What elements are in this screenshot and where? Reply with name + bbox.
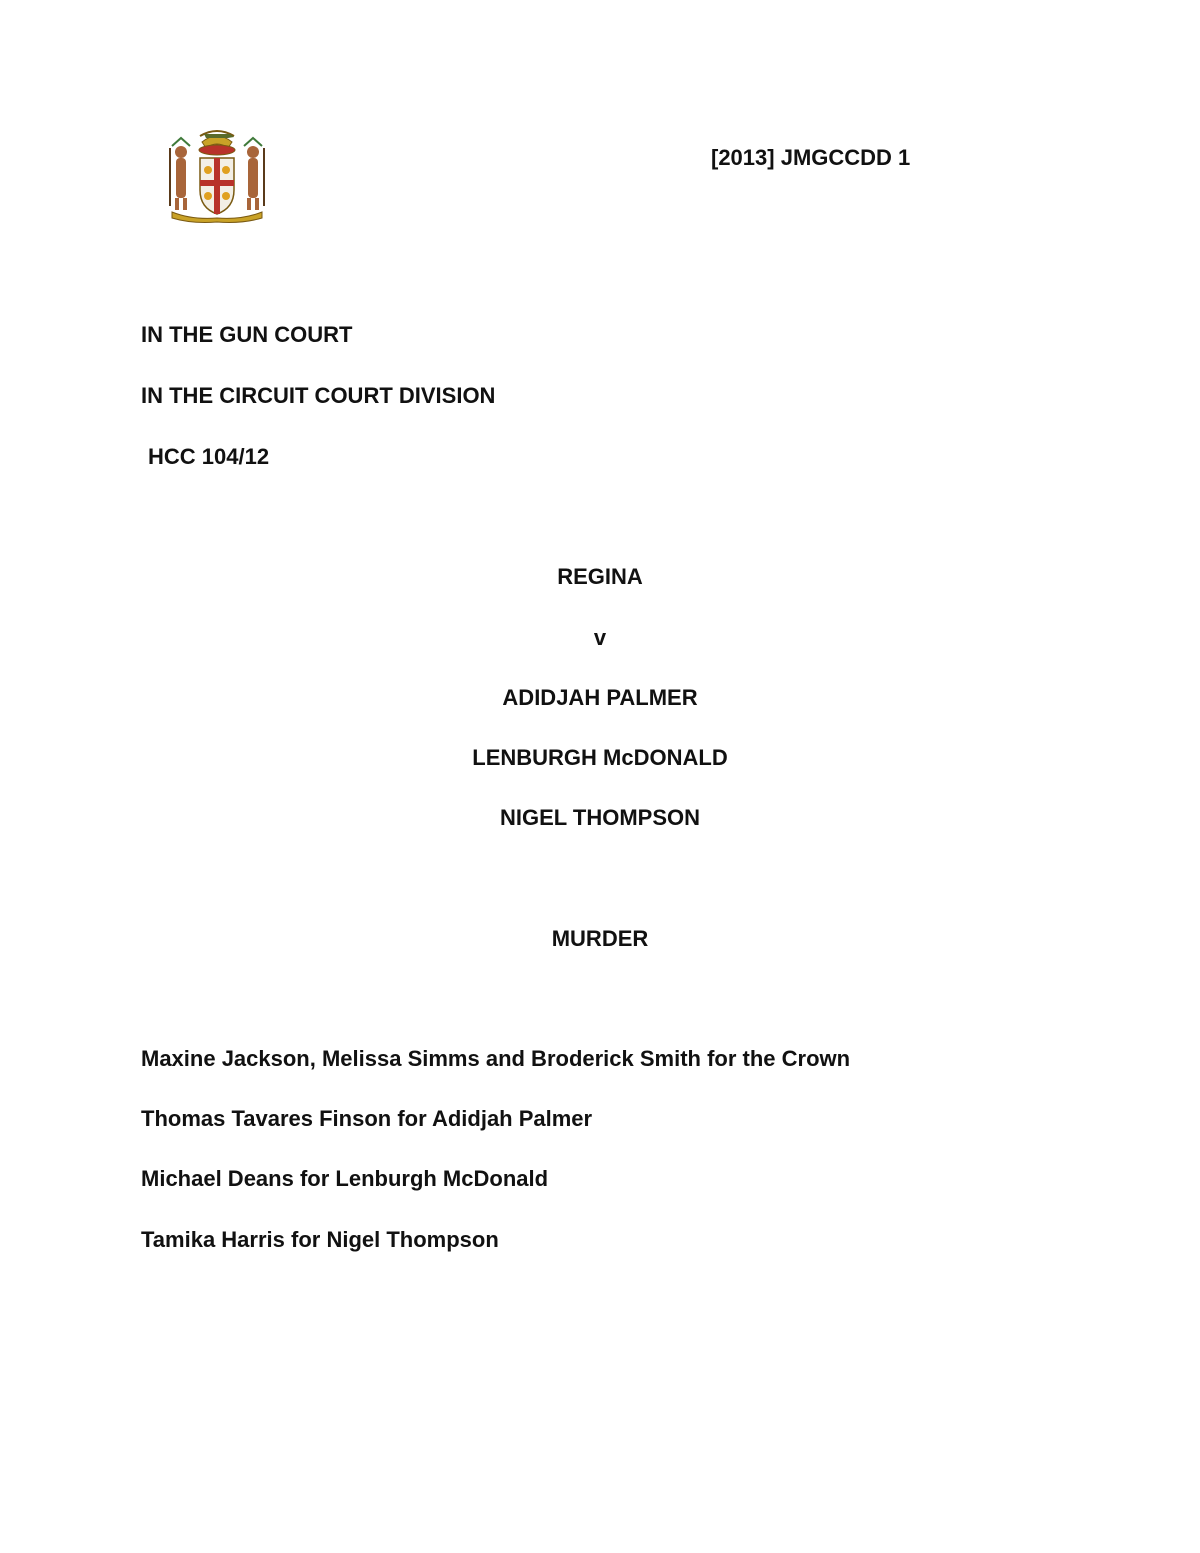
charge-title: MURDER bbox=[551, 926, 649, 951]
case-citation: [2013] JMGCCDD 1 bbox=[711, 145, 911, 170]
case-number: HCC 104/12 bbox=[148, 444, 270, 469]
counsel-line: Thomas Tavares Finson for Adidjah Palmer bbox=[141, 1106, 593, 1131]
defendant-name: NIGEL THOMPSON bbox=[499, 805, 701, 830]
counsel-line: Tamika Harris for Nigel Thompson bbox=[141, 1227, 499, 1252]
versus-label: v bbox=[593, 625, 607, 650]
court-division: IN THE CIRCUIT COURT DIVISION bbox=[141, 383, 496, 408]
prosecution-party: REGINA bbox=[557, 564, 643, 589]
counsel-line: Michael Deans for Lenburgh McDonald bbox=[141, 1166, 549, 1191]
counsel-line: Maxine Jackson, Melissa Simms and Broderick Smith for the Crown bbox=[141, 1046, 851, 1071]
defendant-name: LENBURGH McDONALD bbox=[472, 745, 728, 770]
defendant-name: ADIDJAH PALMER bbox=[502, 685, 698, 710]
coat-of-arms-icon bbox=[162, 128, 272, 224]
court-name: IN THE GUN COURT bbox=[141, 322, 353, 347]
